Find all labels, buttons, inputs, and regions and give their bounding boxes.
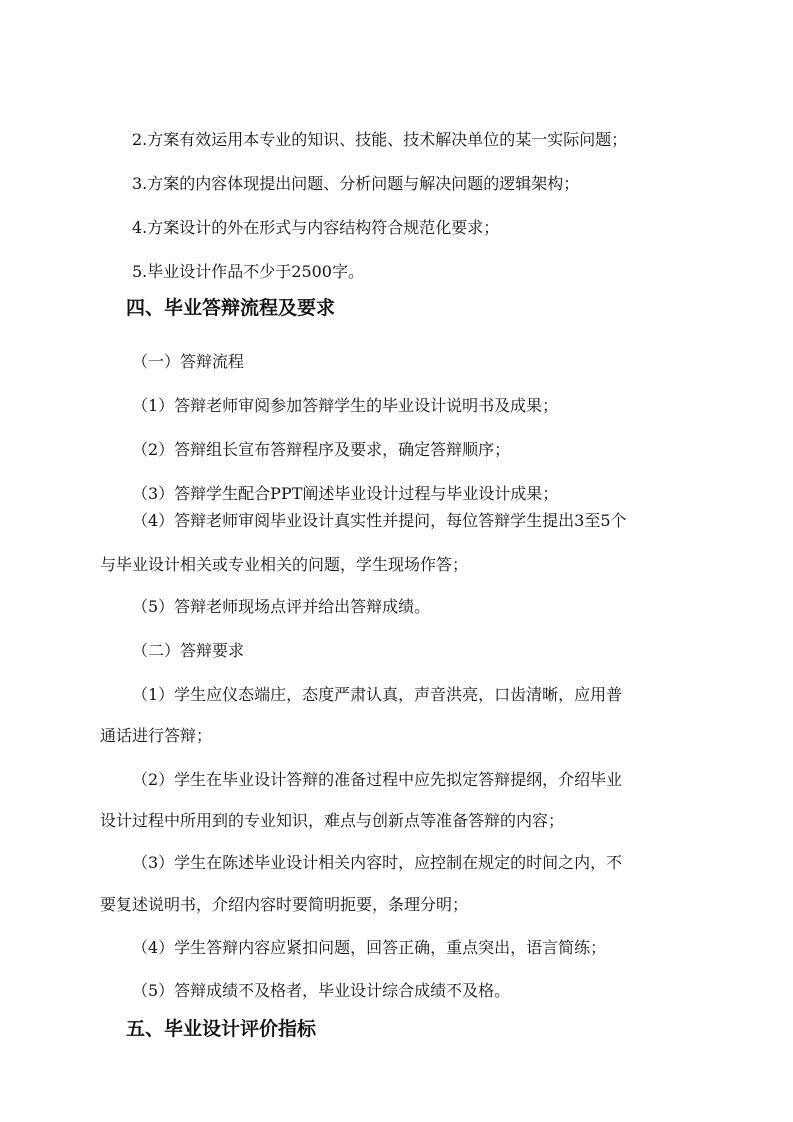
process-item-4-line1: （4）答辩老师审阅毕业设计真实性并提问，每位答辩学生提出3至5个 — [132, 511, 627, 530]
section-heading-4: 四、毕业答辩流程及要求 — [126, 297, 336, 319]
requirement-item-2: 2.方案有效运用本专业的知识、技能、技术解决单位的某一实际问题； — [132, 130, 628, 149]
process-item-5: （5）答辩老师现场点评并给出答辩成绩。 — [132, 597, 431, 616]
defense-req-4: （4）学生答辩内容应紧扣问题，回答正确，重点突出，语言简练； — [132, 938, 607, 957]
subsection-title-defense-requirements: （二）答辩要求 — [132, 641, 245, 660]
defense-req-1-line2: 通话进行答辩； — [100, 726, 213, 745]
requirement-item-3: 3.方案的内容体现提出问题、分析问题与解决问题的逻辑架构； — [132, 174, 580, 193]
requirement-item-4: 4.方案设计的外在形式与内容结构符合规范化要求； — [132, 218, 500, 237]
process-item-2: （2）答辩组长宣布答辩程序及要求，确定答辩顺序； — [132, 440, 511, 459]
defense-req-2-line2: 设计过程中所用到的专业知识，难点与创新点等准备答辩的内容； — [100, 811, 565, 830]
subsection-title-defense-process: （一）答辩流程 — [132, 352, 245, 371]
defense-req-1-line1: （1）学生应仪态端庄，态度严肃认真，声音洪亮，口齿清晰，应用普 — [132, 685, 623, 704]
section-heading-5: 五、毕业设计评价指标 — [126, 1018, 317, 1040]
defense-req-5: （5）答辩成绩不及格者，毕业设计综合成绩不及格。 — [132, 981, 511, 1000]
process-item-1: （1）答辩老师审阅参加答辩学生的毕业设计说明书及成果； — [132, 396, 559, 415]
defense-req-2-line1: （2）学生在毕业设计答辩的准备过程中应先拟定答辩提纲，介绍毕业 — [132, 770, 623, 789]
process-item-3: （3）答辩学生配合PPT阐述毕业设计过程与毕业设计成果； — [132, 484, 559, 503]
defense-req-3-line2: 要复述说明书，介绍内容时要简明扼要，条理分明； — [100, 895, 469, 914]
requirement-item-5: 5.毕业设计作品不少于2500字。 — [132, 262, 364, 281]
defense-req-3-line1: （3）学生在陈述毕业设计相关内容时，应控制在规定的时间之内，不 — [132, 853, 623, 872]
process-item-4-line2: 与毕业设计相关或专业相关的问题，学生现场作答； — [100, 555, 469, 574]
